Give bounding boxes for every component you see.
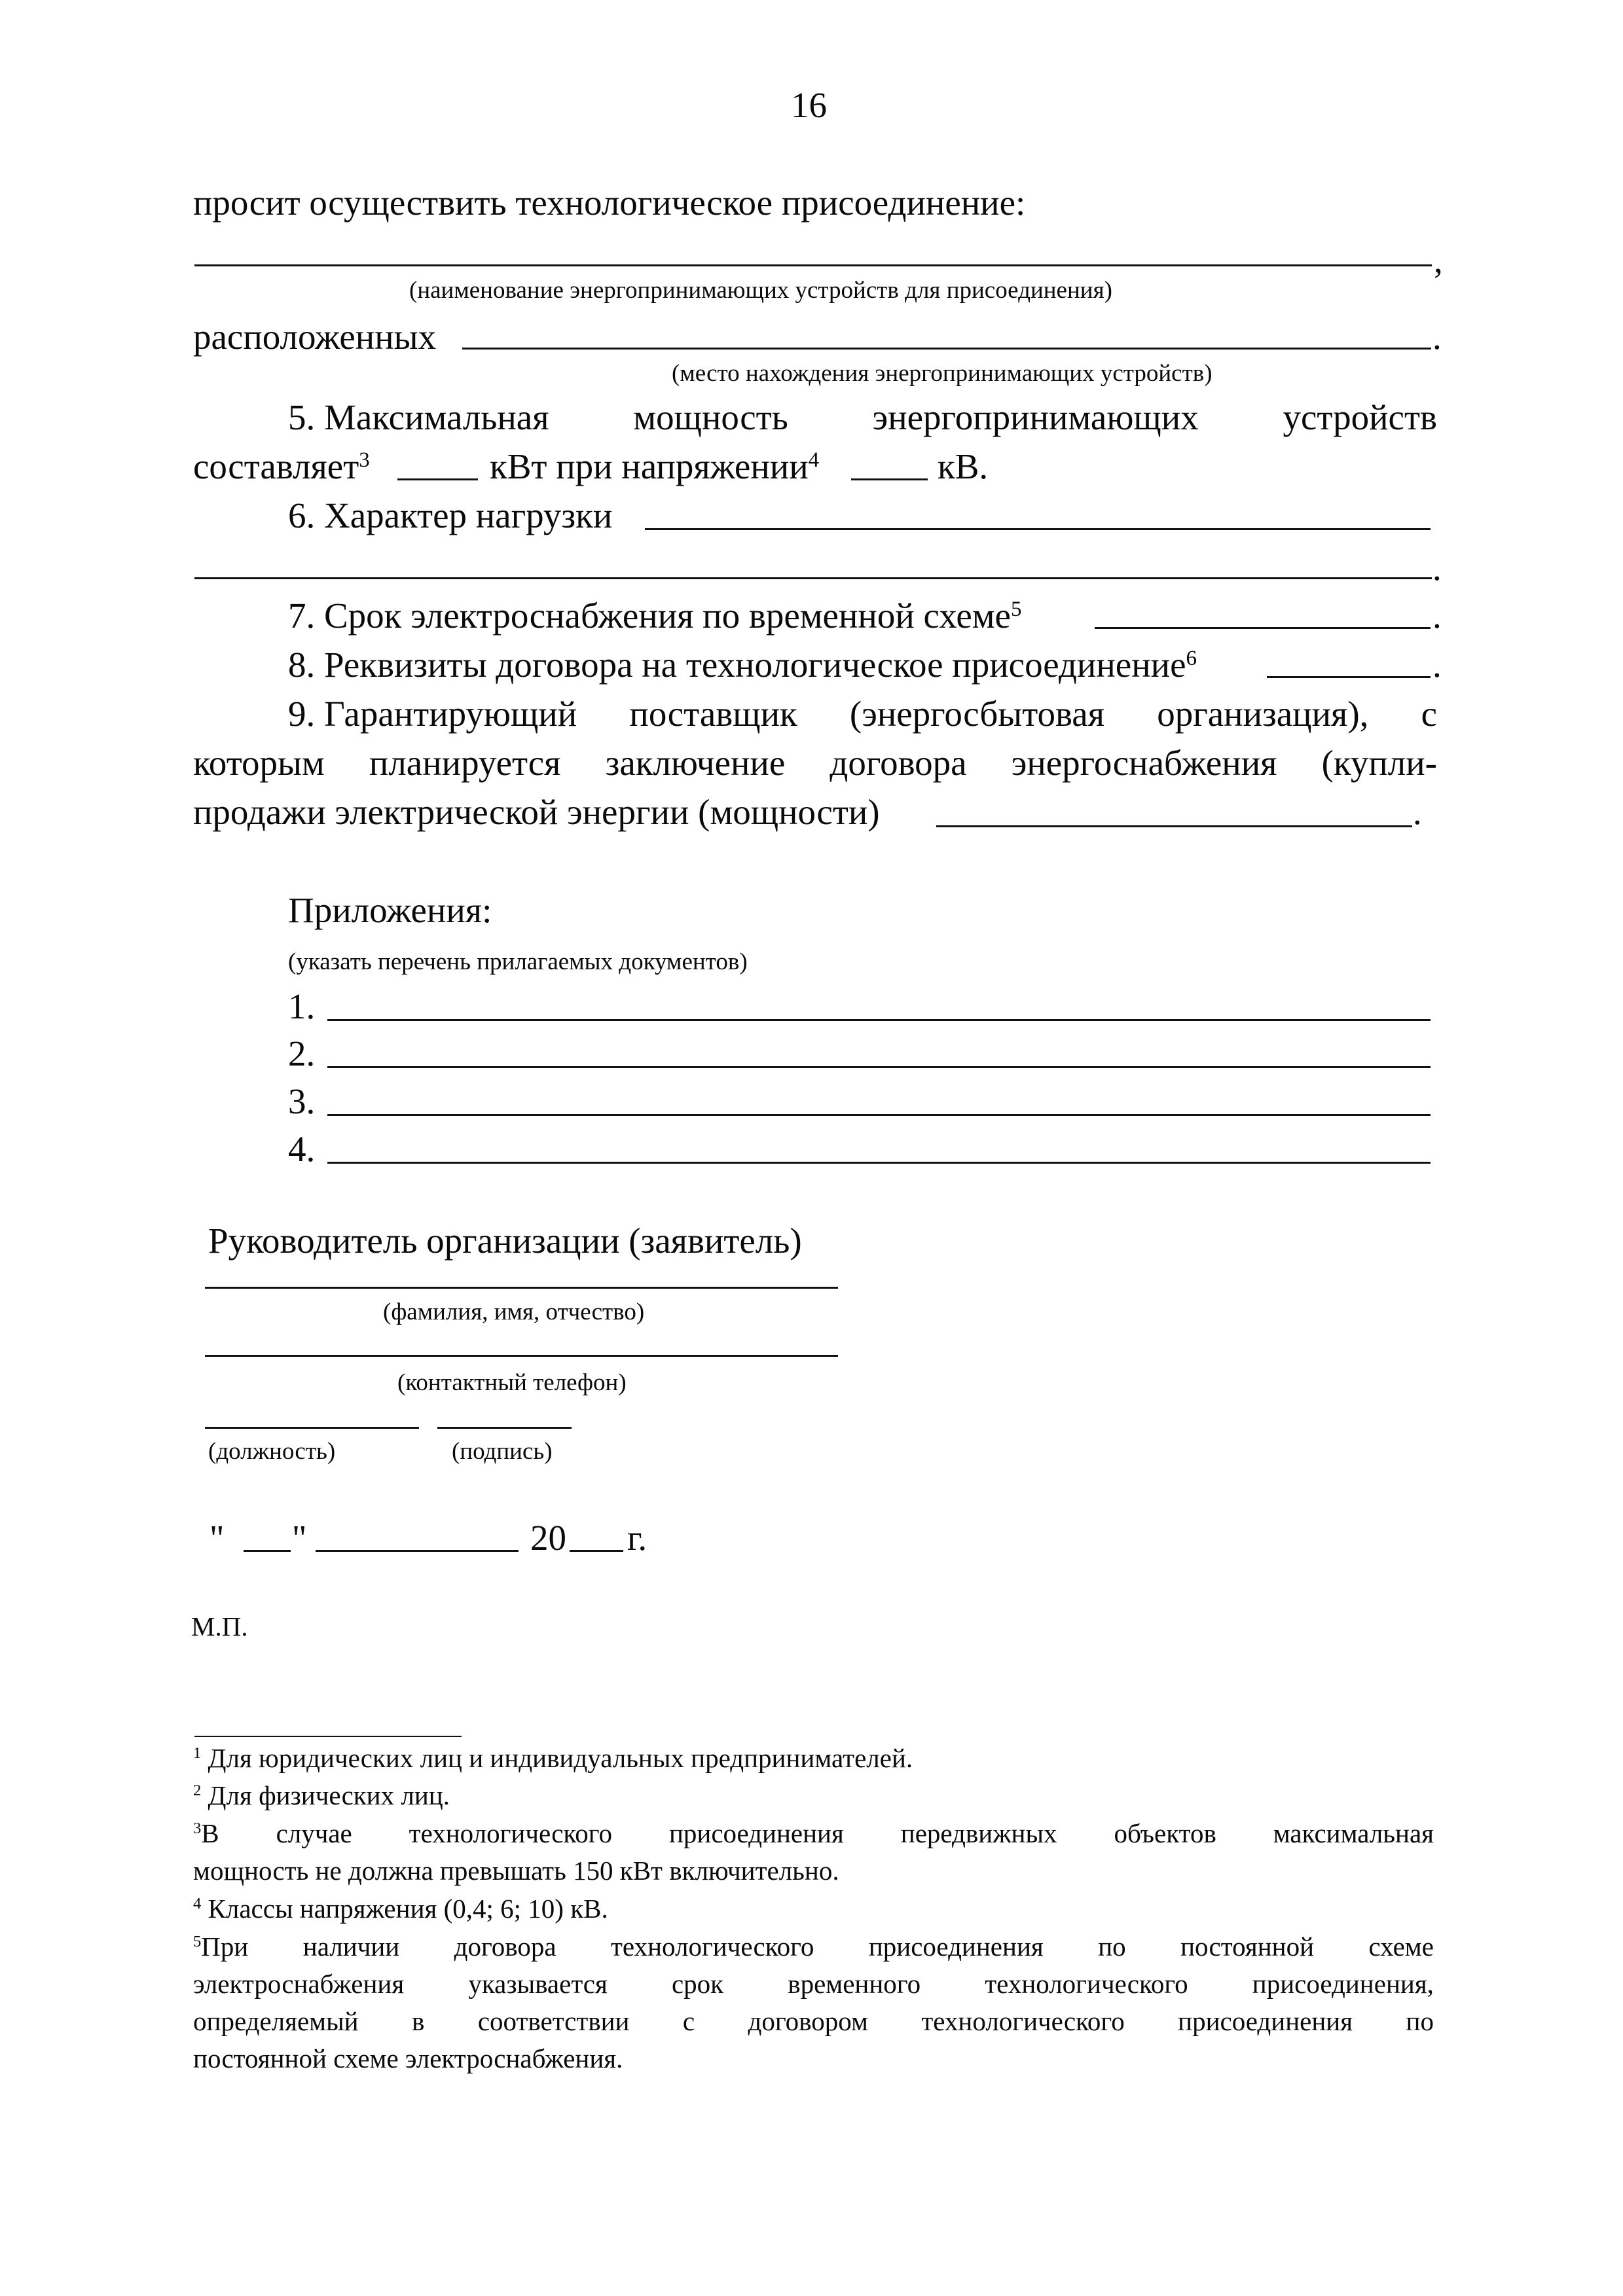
item7-text: 7. Срок электроснабжения по временной схеме: [288, 596, 1011, 636]
item9-word: которым: [193, 743, 325, 783]
item5-text-b: кВт при напряжении: [490, 446, 809, 486]
signature-blank-line[interactable]: [437, 1427, 572, 1429]
footnote-word: схеме: [1368, 1931, 1434, 1962]
attachments-title: Приложения:: [288, 890, 492, 930]
footnote-word: в: [412, 2006, 425, 2036]
item9-period: .: [1413, 792, 1422, 832]
footnote-word: случае: [276, 1818, 352, 1848]
year-prefix: 20: [530, 1518, 566, 1558]
item9-line2: [193, 745, 1437, 781]
footnote-ref-3: 3: [359, 448, 370, 472]
supplier-blank-line[interactable]: [936, 825, 1412, 827]
footnote-word: электроснабжения: [193, 1969, 405, 1999]
caption-phone: (контактный телефон): [397, 1369, 627, 1396]
voltage-blank-line[interactable]: [851, 478, 928, 480]
footnote-word: технологического: [921, 2006, 1125, 2036]
page-number: 16: [791, 85, 827, 125]
item9-line1: [288, 696, 1437, 732]
caption-devices: (наименование энергопринимающих устройств для присоединения): [409, 277, 1112, 304]
day-blank-line[interactable]: [244, 1550, 291, 1552]
footnote-word-text: В: [201, 1818, 219, 1848]
footnote-1: [193, 1745, 913, 1772]
item6-label: 6. Характер нагрузки: [288, 495, 613, 535]
footnote-word: определяемый: [193, 2006, 359, 2036]
location-period: .: [1432, 317, 1442, 357]
stamp-label: М.П.: [191, 1611, 248, 1641]
item9-word: (купли-: [1321, 743, 1437, 783]
phone-blank-line[interactable]: [205, 1355, 838, 1357]
item5-line1: [288, 399, 1437, 435]
attachment-line-4[interactable]: [327, 1162, 1431, 1164]
footnote-text: Классы напряжения (0,4; 6; 10) кВ.: [208, 1893, 608, 1924]
item5-line2-c: кВ.: [938, 446, 989, 486]
footnote-word: [193, 1820, 219, 1847]
caption-position: (должность): [208, 1438, 336, 1465]
footnote-word: временного: [788, 1969, 921, 1999]
footnote-word: присоединения: [868, 1931, 1044, 1962]
item8-label: [288, 647, 1197, 683]
attachment-number-3: 3.: [288, 1081, 316, 1121]
year-suffix: г.: [627, 1518, 647, 1558]
footnote-5-line1: [193, 1933, 1434, 1960]
item9-word: энергоснабжения: [1011, 743, 1277, 783]
footnote-word: указывается: [468, 1969, 608, 1999]
footnote-word: постоянной: [1180, 1931, 1315, 1962]
power-blank-line[interactable]: [397, 478, 478, 480]
item5-line2-a: [193, 448, 370, 484]
footnote-word: по: [1098, 1931, 1126, 1962]
footnote-word: договором: [748, 2006, 868, 2036]
footnote-word: присоединения: [668, 1818, 844, 1848]
footnote-5-line3: [193, 2008, 1434, 2035]
month-blank-line[interactable]: [316, 1550, 519, 1552]
footnote-word: наличии: [302, 1931, 400, 1962]
attachment-line-1[interactable]: [327, 1019, 1431, 1021]
footnote-2: [193, 1782, 450, 1809]
footnote-word: передвижных: [900, 1818, 1057, 1848]
trailing-comma: ,: [1434, 240, 1443, 280]
footnote-word: максимальная: [1273, 1818, 1434, 1848]
item9-word: организация),: [1157, 694, 1369, 734]
item9-word: с: [1421, 694, 1437, 734]
footnote-word: присоединения,: [1252, 1969, 1434, 1999]
item5-word: энергопринимающих: [872, 397, 1199, 437]
item7-label: [288, 598, 1021, 634]
item6-period: .: [1432, 548, 1442, 588]
item8-period: .: [1432, 645, 1442, 685]
attachment-number-4: 4.: [288, 1129, 316, 1169]
footnote-5-line4: постоянной схеме электроснабжения.: [193, 2043, 623, 2073]
load-blank-line-1[interactable]: [645, 528, 1431, 530]
footnote-ref-6: 6: [1186, 646, 1197, 670]
footnote-word: с: [682, 2006, 695, 2036]
footnote-num: 5: [193, 1933, 202, 1951]
footnote-word: по: [1406, 2006, 1434, 2036]
caption-name: (фамилия, имя, отчество): [383, 1299, 645, 1325]
name-blank-line[interactable]: [205, 1287, 838, 1289]
footnote-ref-5: 5: [1010, 597, 1022, 621]
year-blank-line[interactable]: [570, 1550, 623, 1552]
footnote-3-line2: мощность не должна превышать 150 кВт включительно.: [193, 1856, 839, 1886]
item5-word: мощность: [633, 397, 788, 437]
term-blank-line[interactable]: [1095, 627, 1431, 629]
footnote-word-text: При: [201, 1931, 249, 1962]
item9-word: договора: [830, 743, 967, 783]
item9-word: 9. Гарантирующий: [288, 694, 577, 734]
footnote-word: технологического: [409, 1818, 613, 1848]
located-label: расположенных: [193, 317, 437, 357]
item5-text-a: составляет: [193, 446, 359, 486]
item5-line2-b: [490, 448, 819, 484]
footnote-num: 3: [193, 1820, 202, 1838]
item9-word: заключение: [605, 743, 786, 783]
attachment-line-3[interactable]: [327, 1114, 1431, 1116]
footnote-word: срок: [671, 1969, 724, 1999]
footnote-word: технологического: [611, 1931, 814, 1962]
item5-word: устройств: [1283, 397, 1437, 437]
footnote-ref-4: 4: [808, 448, 820, 472]
item5-word: 5. Максимальная: [288, 397, 549, 437]
position-blank-line[interactable]: [205, 1427, 419, 1429]
footnote-num: 4: [193, 1895, 202, 1913]
footnote-5-line2: [193, 1971, 1434, 1998]
contract-blank-line[interactable]: [1267, 676, 1431, 678]
footnote-4: [193, 1895, 608, 1922]
caption-location: (место нахождения энергопринимающих устройств): [672, 360, 1213, 387]
footnote-3-line1: [193, 1820, 1434, 1847]
devices-blank-line[interactable]: [194, 264, 1432, 266]
footnote-word: [193, 1933, 248, 1960]
footnote-num: 1: [193, 1744, 202, 1763]
footnote-text: Для физических лиц.: [208, 1780, 450, 1810]
item7-period: .: [1432, 596, 1442, 636]
caption-signature: (подпись): [452, 1438, 553, 1465]
item9-word: поставщик: [629, 694, 797, 734]
date-quote-open: ": [210, 1518, 225, 1558]
attachment-number-1: 1.: [288, 986, 316, 1026]
footnote-word: договора: [454, 1931, 556, 1962]
location-blank-line[interactable]: [462, 348, 1431, 350]
intro-text: просит осуществить технологическое присоединение:: [193, 183, 1026, 223]
footnote-word: присоединения: [1178, 2006, 1353, 2036]
date-quote-close: ": [292, 1518, 307, 1558]
item9-word: планируется: [369, 743, 561, 783]
attachment-number-2: 2.: [288, 1033, 316, 1073]
signature-title: Руководитель организации (заявитель): [208, 1221, 802, 1261]
item9-word: (энергосбытовая: [849, 694, 1105, 734]
footnote-word: объектов: [1114, 1818, 1216, 1848]
footnote-word: технологического: [985, 1969, 1188, 1999]
footnote-text: Для юридических лиц и индивидуальных предпринимателей.: [208, 1743, 913, 1773]
item9-line3: продажи электрической энергии (мощности): [193, 792, 880, 832]
attachment-line-2[interactable]: [327, 1066, 1431, 1068]
footnote-separator: [194, 1736, 462, 1737]
footnote-num: 2: [193, 1782, 202, 1800]
load-blank-line-2[interactable]: [194, 577, 1432, 579]
footnote-word: соответствии: [477, 2006, 630, 2036]
attachments-hint: (указать перечень прилагаемых документов): [288, 948, 748, 975]
item8-text: 8. Реквизиты договора на технологическое присоединение: [288, 645, 1186, 685]
